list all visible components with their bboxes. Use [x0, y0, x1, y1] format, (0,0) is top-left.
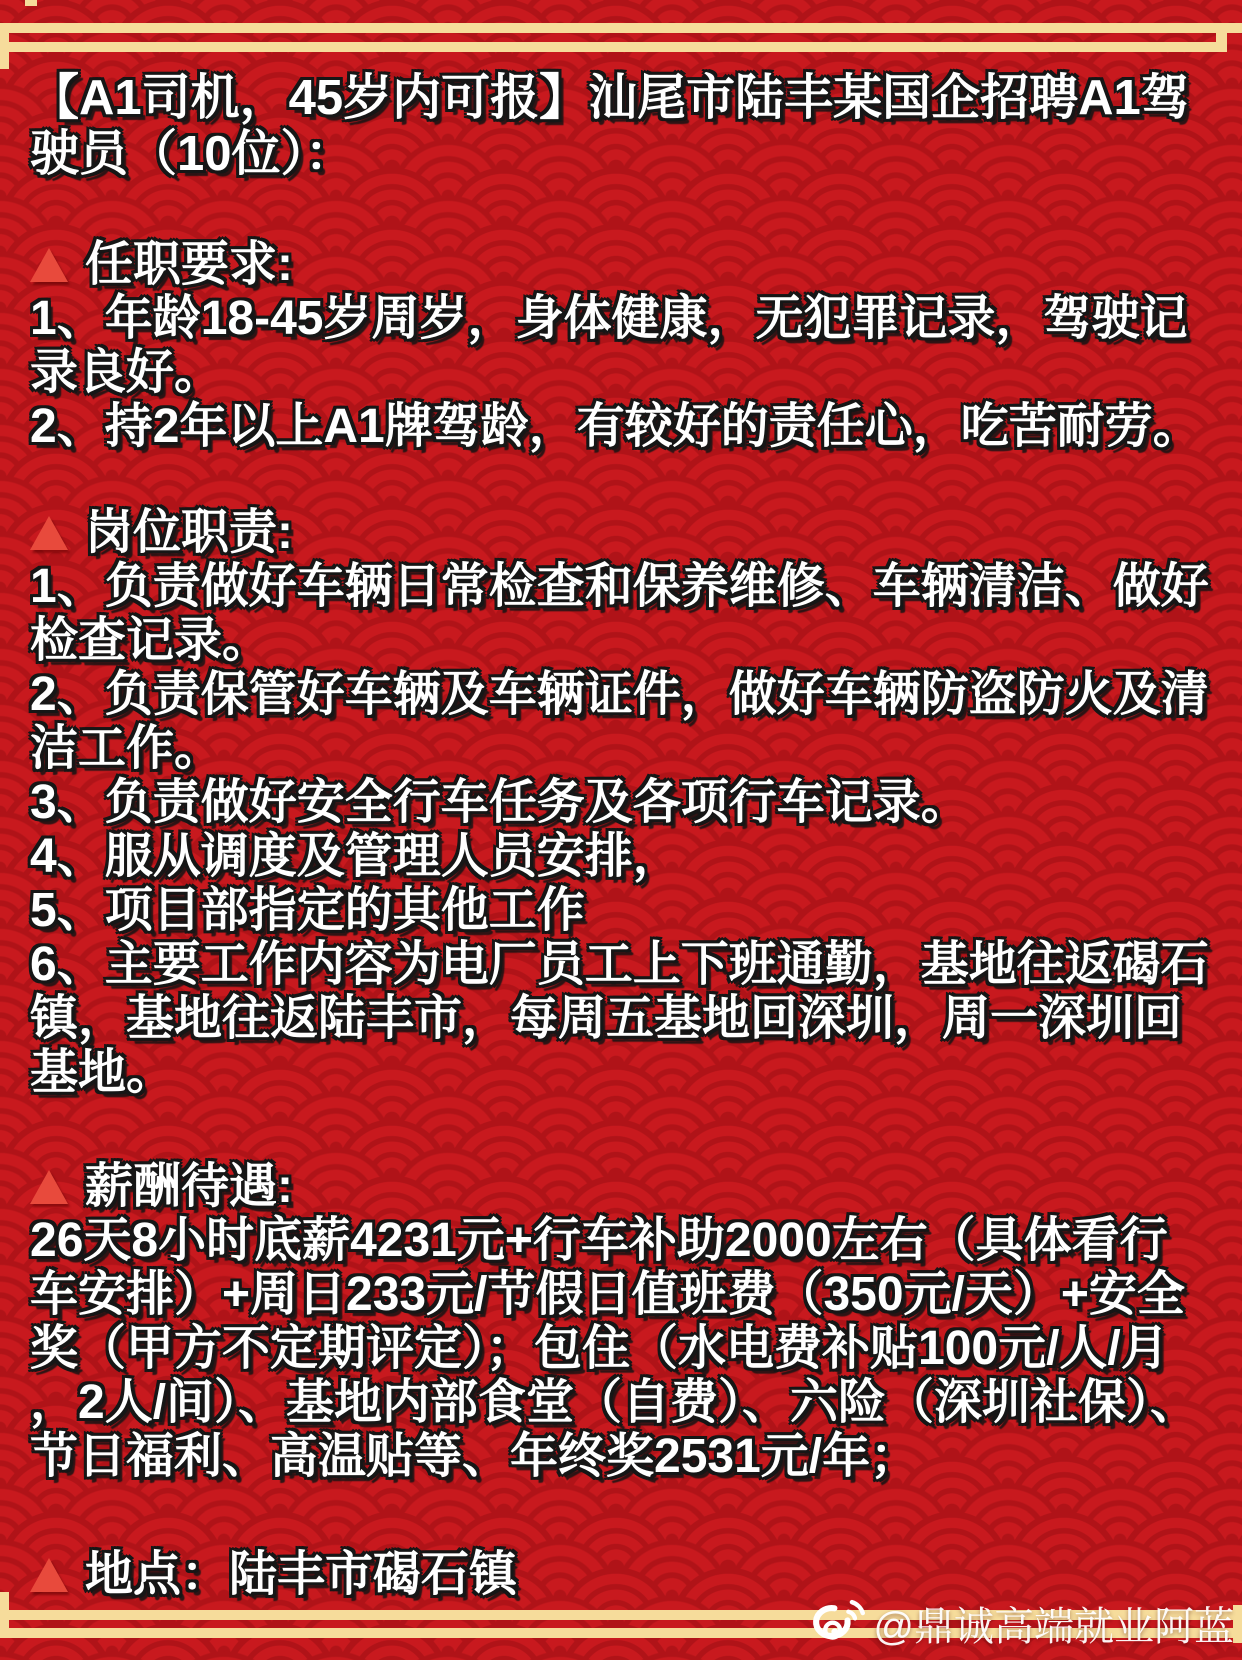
bottom-left-corner-joint [9, 1610, 20, 1620]
section-salary [30, 1160, 1215, 1484]
triangle-bullet-icon [30, 1558, 68, 1592]
duties-heading-label: 岗位职责: [85, 506, 293, 559]
salary-heading [30, 1160, 1215, 1214]
duty-item: 1、负责做好车辆日常检查和保养维修、车辆清洁、做好检查记录。 [30, 560, 1209, 667]
top-left-gold-stub [25, 0, 37, 6]
location-heading [30, 1548, 1215, 1602]
requirements-heading [30, 238, 1215, 292]
salary-heading-label: 薪酬待遇: [85, 1160, 293, 1213]
duty-item: 6、主要工作内容为电厂员工上下班通勤，基地往返碣石镇，基地往返陆丰市，每周五基地回深圳，周一深圳回基地。 [30, 938, 1209, 1099]
duty-item: 2、负责保管好车辆及车辆证件，做好车辆防盗防火及清洁工作。 [30, 668, 1209, 775]
bottom-left-corner-ornament [0, 1592, 9, 1638]
triangle-bullet-icon [30, 248, 68, 282]
top-left-corner-ornament [0, 23, 9, 69]
poster-title: 【A1司机，45岁内可报】汕尾市陆丰某国企招聘A1驾驶员（10位）： [30, 71, 1190, 181]
triangle-bullet-icon [30, 1170, 68, 1204]
duty-item: 3、负责做好安全行车任务及各项行车记录。 [30, 776, 969, 829]
weibo-icon [809, 1596, 865, 1652]
section-duties [30, 506, 1215, 1100]
duty-item: 5、项目部指定的其他工作 [30, 884, 585, 937]
bottom-right-corner-ornament [1233, 1605, 1242, 1643]
top-border-line-outer [0, 23, 1242, 33]
top-right-corner-ornament [1216, 23, 1227, 52]
requirement-item: 1、年龄18-45岁周岁，身体健康，无犯罪记录，驾驶记录良好。 [30, 292, 1188, 399]
salary-item: 26天8小时底薪4231元+行车补助2000左右（具体看行车安排）+周日233元/节假日值班费（350元/天）+安全奖（甲方不定期评定）；包住（水电费补贴100元/人/月，2人/间）、基地内部食堂（自费）、六险（深圳社保）、节日福利、高温贴等、年终奖2531元/年； [30, 1214, 1199, 1483]
section-location [30, 1548, 1215, 1602]
watermark [809, 1595, 1234, 1652]
poster-content [30, 70, 1215, 1602]
triangle-bullet-icon [30, 516, 68, 550]
location-heading-label: 地点：陆丰市碣石镇 [85, 1548, 518, 1601]
requirements-heading-label: 任职要求: [85, 238, 293, 291]
duty-item: 4、服从调度及管理人员安排， [30, 830, 681, 883]
requirement-item: 2、持2年以上A1牌驾龄，有较好的责任心，吃苦耐劳。 [30, 400, 1201, 453]
section-requirements [30, 238, 1215, 454]
watermark-handle: @鼎诚高端就业阿蓝 [873, 1605, 1234, 1649]
duties-heading [30, 506, 1215, 560]
top-border-line-inner [20, 42, 1216, 52]
top-left-corner-joint [9, 42, 20, 52]
